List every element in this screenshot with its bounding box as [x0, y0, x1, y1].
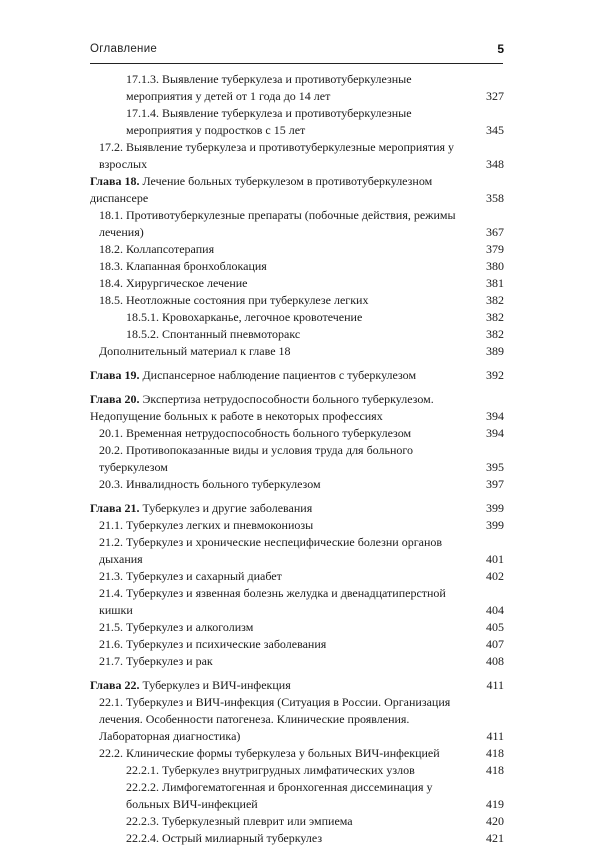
toc-entry-page: 394 [486, 426, 504, 440]
toc-entry-page: 382 [486, 293, 504, 307]
chapter-label: Глава 21. [90, 501, 140, 515]
toc-entry-text: Экспертиза нетрудоспособности больного туберкулезом. Недопущение больных к работе в некоторых профессиях [90, 392, 434, 423]
toc-entry-text: 17.1.4. Выявление туберкулеза и противотуберкулезные мероприятия у подростков с 15 лет [126, 106, 412, 137]
toc-entry-21-6 [90, 636, 504, 653]
toc-entry-22-2 [90, 745, 504, 762]
toc-entry-21-2 [90, 534, 504, 568]
toc-entry-22-2-1 [90, 762, 504, 779]
toc-entry-text: 21.3. Туберкулез и сахарный диабет [99, 569, 282, 583]
toc-entry-page: 420 [486, 814, 504, 828]
toc-entry-text: Диспансерное наблюдение пациентов с туберкулезом [142, 368, 417, 382]
toc-entry-page: 411 [486, 729, 504, 743]
toc-entry-page: 419 [486, 797, 504, 811]
toc-entry-text: 22.2.1. Туберкулез внутригрудных лимфатических узлов [126, 763, 415, 777]
toc-entry-page: 402 [486, 569, 504, 583]
toc-entry-text: 21.5. Туберкулез и алкоголизм [99, 620, 254, 634]
toc-entry-page: 401 [486, 552, 504, 566]
toc-entry-page: 392 [486, 368, 504, 382]
toc-entry-20-1 [90, 425, 504, 442]
toc-entry-18-5-2 [90, 326, 504, 343]
toc-entry-17-1-3 [90, 71, 504, 105]
toc-entry-text: 22.2.4. Острый милиарный туберкулез [126, 831, 323, 845]
toc-entry-page: 382 [486, 310, 504, 324]
toc-entry-18-2 [90, 241, 504, 258]
toc-entry-text: 18.5.2. Спонтанный пневмоторакс [126, 327, 301, 341]
toc-entry-page: 395 [486, 460, 504, 474]
chapter-label: Глава 22. [90, 678, 140, 692]
toc-entry-page: 421 [486, 831, 504, 845]
toc-entry-page: 380 [486, 259, 504, 273]
toc-entry-text: Дополнительный материал к главе 18 [99, 344, 291, 358]
toc-entry-text: 22.2.3. Туберкулезный плеврит или эмпиема [126, 814, 353, 828]
toc-entry-text: 21.6. Туберкулез и психические заболевания [99, 637, 327, 651]
toc-chapter-22 [90, 677, 504, 694]
toc-entry-text: 21.4. Туберкулез и язвенная болезнь желудка и двенадцатиперстной кишки [99, 586, 446, 617]
toc-entry-21-3 [90, 568, 504, 585]
toc-entry-text: 18.5.1. Кровохарканье, легочное кровотечение [126, 310, 363, 324]
toc-entry-text: 18.5. Неотложные состояния при туберкулезе легких [99, 293, 369, 307]
toc-entry-page: 382 [486, 327, 504, 341]
toc-entry-text: 17.1.3. Выявление туберкулеза и противотуберкулезные мероприятия у детей от 1 года до 14 лет [126, 72, 412, 103]
toc-chapter-21 [90, 500, 504, 517]
toc-entry-text: 18.1. Противотуберкулезные препараты (побочные действия, режимы лечения) [99, 208, 456, 239]
toc-entry-22-2-2 [90, 779, 504, 813]
toc-entry-page: 358 [486, 191, 504, 205]
toc-entry-page: 394 [486, 409, 504, 423]
running-head-title: Оглавление [90, 43, 158, 55]
toc-entry-page: 418 [486, 746, 504, 760]
toc-entry-text: Туберкулез и ВИЧ-инфекция [142, 678, 291, 692]
header-rule [90, 63, 503, 64]
toc-entry-page: 389 [486, 344, 504, 358]
toc-entry-page: 379 [486, 242, 504, 256]
toc-entry-text: 18.3. Клапанная бронхоблокация [99, 259, 267, 273]
toc-entry-text: 21.7. Туберкулез и рак [99, 654, 213, 668]
toc-entry-text: 20.1. Временная нетрудоспособность больного туберкулезом [99, 426, 412, 440]
toc-chapter-18 [90, 173, 504, 207]
toc-entry-18-1 [90, 207, 504, 241]
toc-entry-21-7 [90, 653, 504, 670]
toc-entry-22-2-3 [90, 813, 504, 830]
toc-entry-text: 22.2.2. Лимфогематогенная и бронхогенная диссеминация у больных ВИЧ-инфекцией [126, 780, 433, 811]
toc-entry-page: 397 [486, 477, 504, 491]
toc-entry-21-4 [90, 585, 504, 619]
toc-entry-17-1-4 [90, 105, 504, 139]
toc-entry-page: 399 [486, 518, 504, 532]
toc-entry-18-5-1 [90, 309, 504, 326]
chapter-label: Глава 19. [90, 368, 140, 382]
toc-entry-text: 18.4. Хирургическое лечение [99, 276, 248, 290]
toc-entry-text: Туберкулез и другие заболевания [142, 501, 313, 515]
toc-entry-page: 408 [486, 654, 504, 668]
toc-entry-text: 17.2. Выявление туберкулеза и противотуберкулезные мероприятия у взрослых [99, 140, 455, 171]
table-of-contents [90, 71, 504, 847]
toc-entry-18-extra [90, 343, 504, 360]
toc-entry-page: 411 [486, 678, 504, 692]
toc-entry-20-3 [90, 476, 504, 493]
toc-entry-18-4 [90, 275, 504, 292]
toc-entry-18-3 [90, 258, 504, 275]
toc-entry-text: 22.1. Туберкулез и ВИЧ-инфекция (Ситуация в России. Организация лечения. Особенности патогенеза. Клинические проявления. Лабораторная диагностика) [99, 695, 451, 743]
toc-entry-text: 21.1. Туберкулез легких и пневмокониозы [99, 518, 314, 532]
toc-entry-page: 399 [486, 501, 504, 515]
toc-entry-page: 381 [486, 276, 504, 290]
toc-entry-text: 20.2. Противопоказанные виды и условия труда для больного туберкулезом [99, 443, 414, 474]
toc-entry-22-2-4 [90, 830, 504, 847]
toc-entry-page: 418 [486, 763, 504, 777]
toc-entry-22-1 [90, 694, 504, 745]
toc-entry-text: 22.2. Клинические формы туберкулеза у больных ВИЧ-инфекцией [99, 746, 440, 760]
toc-entry-20-2 [90, 442, 504, 476]
toc-entry-17-2 [90, 139, 504, 173]
toc-entry-page: 348 [486, 157, 504, 171]
toc-entry-18-5 [90, 292, 504, 309]
toc-entry-text: 18.2. Коллапсотерапия [99, 242, 215, 256]
toc-entry-page: 327 [486, 89, 504, 103]
toc-entry-page: 407 [486, 637, 504, 651]
toc-entry-text: Лечение больных туберкулезом в противотуберкулезном диспансере [90, 174, 433, 205]
chapter-label: Глава 18. [90, 174, 140, 188]
running-header [90, 43, 504, 61]
chapter-label: Глава 20. [90, 392, 140, 406]
toc-entry-text: 21.2. Туберкулез и хронические неспецифические болезни органов дыхания [99, 535, 443, 566]
toc-entry-page: 405 [486, 620, 504, 634]
toc-entry-page: 404 [486, 603, 504, 617]
page-number: 5 [497, 42, 504, 56]
toc-entry-21-5 [90, 619, 504, 636]
toc-entry-21-1 [90, 517, 504, 534]
toc-chapter-19 [90, 367, 504, 384]
toc-chapter-20 [90, 391, 504, 425]
toc-entry-text: 20.3. Инвалидность больного туберкулезом [99, 477, 321, 491]
toc-entry-page: 345 [486, 123, 504, 137]
toc-entry-page: 367 [486, 225, 504, 239]
